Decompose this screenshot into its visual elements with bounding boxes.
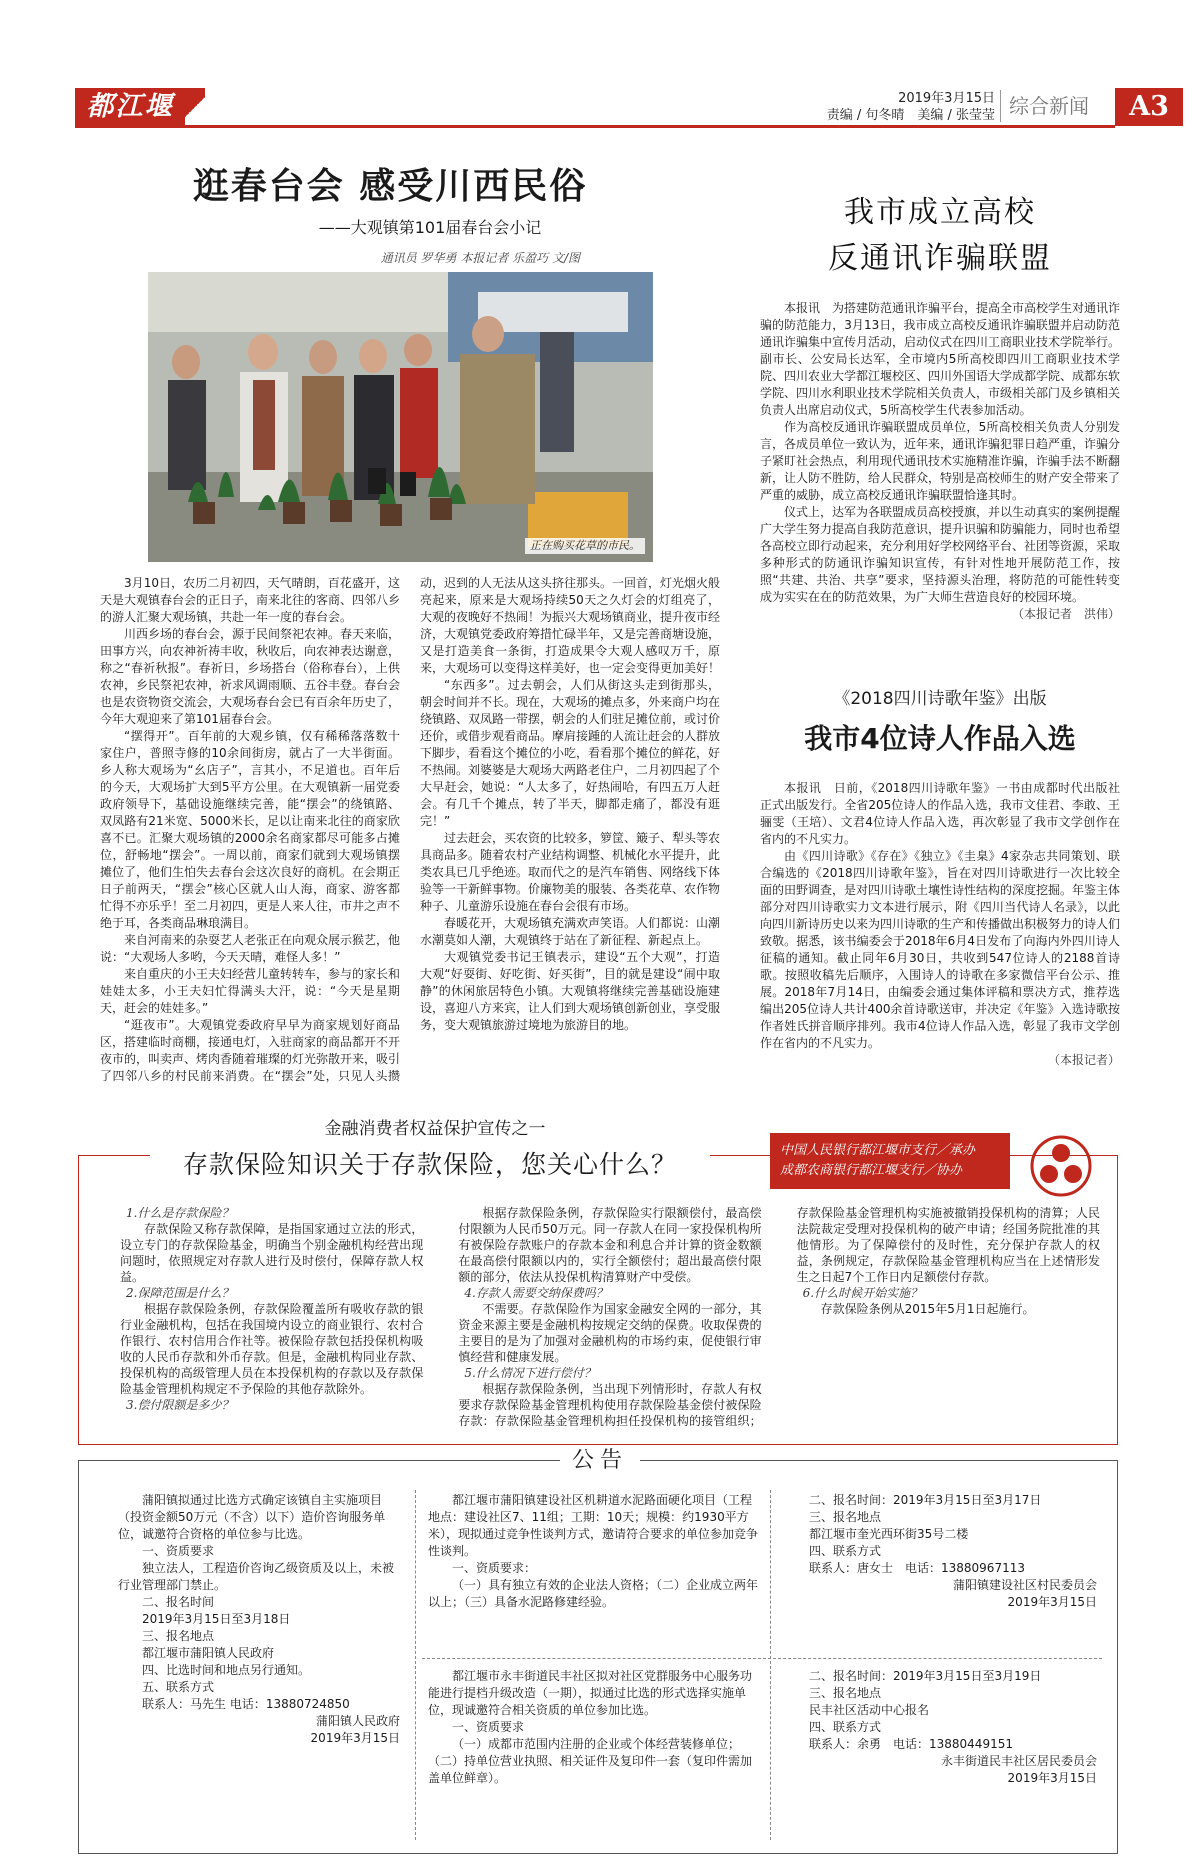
faq-question: 3.偿付限额是多少？ — [126, 1398, 234, 1412]
article-paragraph: 大观镇党委书记王镇表示，建设“五个大观”，打造大观“好耍街、好吃街、好买街”，目的就是建设“闹中取静”的休闲旅居特色小镇。大观镇将继续完善基础设施建设，喜迎八方来宾，让人们到大观场镇创新创业，享受服务，变大观镇旅游过境地为旅游目的地。 — [420, 950, 721, 1032]
article-paragraph: 作为高校反通讯诈骗联盟成员单位，5所高校相关负责人分别发言，各成员单位一致认为，近年来，通讯诈骗犯罪日趋严重，诈骗分子紧盯社会热点，利用现代通讯技术实施精准诈骗，诈骗手法不断翻新，让人防不胜防，给人民群众，特别是高校师生的财产安全带来了严重的威胁，成立高校反通讯诈骗联盟恰逢其时。 — [760, 420, 1121, 502]
poetry-kicker: 《2018四川诗歌年鉴》出版 — [833, 689, 1047, 709]
notice-divider — [415, 1490, 416, 1840]
market-photo — [148, 272, 653, 562]
poetry-body — [760, 780, 1120, 1069]
article-paragraph: 由《四川诗歌》《存在》《独立》《圭臬》4家杂志共同策划、联合编选的《2018四川诗歌年鉴》，旨在对四川诗歌进行一次比较全面的田野调查，是对四川诗歌土壤性诗性结构的深度挖掘。年鉴主体部分对四川诗歌实力文本进行展示，附《四川当代诗人名录》，以此向四川新诗历史以来为四川诗歌的生产和传播做出积极努力的诗人们致敬。据悉，该书编委会于2018年6月4日发布了向海内外四川诗人征稿的通知。截止同年6月30日，共收到547位诗人的2188首诗歌。按照收稿先后顺序，入围诗人的诗歌在多家微信平台公示、推展。2018年7月14日，由编委会通过集体评稿和票决方式，推荐选编出205位诗人共计400余首诗歌送审，并决定《年鉴》入选诗歌按作者姓氏拼音顺序排列。我市4位诗人作品入选，彰显了我市文学创作在省内的不凡实力。 — [760, 849, 1121, 1050]
logo-ornament — [185, 88, 205, 126]
article-title: 逛春台会 感受川西民俗 — [192, 165, 588, 207]
faq-question: 1.什么是存款保险？ — [126, 1206, 234, 1220]
faq-answer: 存款保险又称存款保障，是指国家通过立法的形式，设立专门的存款保险基金，明确当个别金融机构经营出现问题时，依照规定对存款人进行及时偿付，保障存款人权益。 — [120, 1222, 424, 1284]
deposit-kicker: 金融消费者权益保护宣传之一 — [324, 1119, 546, 1139]
notice-line: 二、报名时间 — [142, 1595, 215, 1609]
notice-signature: 蒲阳镇人民政府 — [315, 1714, 400, 1728]
deposit-body — [120, 1205, 1100, 1430]
notice-line: 独立法人，工程造价咨询乙级资质及以上，未被行业管理部门禁止。 — [118, 1561, 395, 1592]
title-line: 我市成立高校 — [844, 195, 1036, 230]
article-paragraph: 本报讯 日前，《2018四川诗歌年鉴》一书由成都时代出版社正式出版发行。全省205位诗人的作品入选，我市文佳君、李敢、王骊雯（王培）、文君4位诗人作品入选，再次彰显了我市文学创作在省内的不凡实力。 — [760, 781, 1120, 846]
page-number: A3 — [1115, 88, 1183, 126]
notice-line: 三、报名地点 — [809, 1686, 882, 1700]
notice-line: 蒲阳镇拟通过比选方式确定该镇自主实施项目（投资金额50万元（不含）以下）造价咨询服务单位，诚邀符合资格的单位参与比选。 — [118, 1493, 386, 1541]
article-subtitle: ——大观镇第101届春台会小记 — [318, 218, 542, 237]
notice-line: 二、报名时间：2019年3月15日至3月17日 — [809, 1493, 1042, 1507]
notice-line: 三、报名地点 — [809, 1510, 882, 1524]
masthead-meta — [725, 90, 995, 124]
reporter-credit: （本报记者 洪伟） — [1011, 607, 1120, 621]
article-paragraph: 本报讯 为搭建防范通讯诈骗平台，提高全市高校学生对通讯诈骗的防范能力，3月13日，我市成立高校反通讯诈骗联盟并启动防范通讯诈骗集中宣传月活动，启动仪式在四川工商职业技术学院举行。副市长、公安局长达军，全市境内5所高校即四川工商职业技术学院、四川农业大学都江堰校区、四川外国语大学成都学院、成都东软学院、四川水利职业技术学院相关负责人，市级相关部门及乡镇相关负责人出席启动仪式，5所高校学生代表参加活动。 — [760, 301, 1121, 417]
notice-minfeng-renovation — [428, 1668, 758, 1787]
notice-signature: 蒲阳镇建设社区村民委员会 — [952, 1578, 1097, 1592]
faq-answer: 存款保险条例从2015年5月1日起施行。 — [820, 1302, 1035, 1316]
section-name: 综合新闻 — [1000, 90, 1105, 122]
notice-line: 三、报名地点 — [142, 1629, 215, 1643]
notice-line: 一、资质要求 — [452, 1720, 525, 1734]
deposit-title: 存款保险知识关于存款保险，您关心什么？ — [150, 1148, 710, 1182]
notice-jianshe-contact — [785, 1492, 1097, 1611]
notice-line: 四、比选时间和地点另行通知。 — [142, 1663, 311, 1677]
notice-date: 2019年3月15日 — [1007, 1595, 1097, 1609]
notice-date: 2019年3月15日 — [310, 1731, 400, 1745]
notice-line: 都江堰市永丰街道民丰社区拟对社区党群服务中心服务功能进行提档升级改造（一期），拟通过比选的形式选择实施单位，现诚邀符合相关资质的单位参加比选。 — [428, 1669, 753, 1717]
notice-line: 二、报名时间：2019年3月15日至3月19日 — [809, 1669, 1042, 1683]
issue-date: 2019年3月15日 — [898, 91, 995, 106]
issuer-line: 成都农商银行都江堰支行／协办 — [780, 1163, 963, 1178]
article-paragraph: 春暖花开，大观场镇充满欢声笑语。人们都说：山潮水潮莫如人潮，大观镇终于站在了新征程、新起点上。 — [420, 916, 721, 947]
paper-logo: 都江堰报 — [75, 88, 185, 126]
deposit-issuer — [770, 1133, 1010, 1189]
notice-signature: 永丰街道民丰社区居民委员会 — [940, 1754, 1097, 1768]
editors-credit: 责编 / 句冬晴 美编 / 张莹莹 — [826, 108, 995, 123]
notice-line: 都江堰市蒲阳镇人民政府 — [142, 1646, 275, 1660]
notice-line: 联系人：唐女士 电话：13880967113 — [809, 1561, 1025, 1575]
notice-line: 四、联系方式 — [809, 1544, 882, 1558]
faq-question: 4.存款人需要交纳保费吗？ — [464, 1286, 608, 1300]
notice-divider — [770, 1490, 771, 1840]
reporter-credit: （本报记者） — [1047, 1053, 1120, 1067]
notice-puyang-town — [118, 1492, 400, 1747]
article-body — [100, 575, 720, 1095]
article-paragraph: 川西乡场的春台会，源于民间祭祀农神。春天来临，田事方兴，向农神祈祷丰收，秋收后，向农神表达谢意，称之“春祈秋报”。春祈日，乡场搭台（俗称春台），上供农神，乡民祭祀农神，祈求风调雨顺、五谷丰登。春台会也是农资物资交流会，大观场春台会已有百余年历史了，今年大观迎来了第101届春台会。 — [100, 627, 401, 726]
faq-answer: 根据存款保险条例，存款保险覆盖所有吸收存款的银行业金融机构，包括在我国境内设立的商业银行、农村合作银行、农村信用合作社等。被保险存款包括投保机构吸收的人民币存款和外币存款。但是，金融机构同业存款、投保机构的高级管理人员在本投保机构的存款以及存款保险基金管理机构规定不予保险的其他存款除外。 — [120, 1302, 424, 1396]
notice-line: 民丰社区活动中心报名 — [809, 1703, 930, 1717]
notice-heading: 公告 — [560, 1447, 640, 1475]
article-paragraph: 3月10日，农历二月初四，天气晴朗，百花盛开，这天是大观镇春台会的正日子，南来北往的客商、四邻八乡的游人汇聚大观场镇，共赴一年一度的春台会。 — [100, 576, 401, 624]
notice-line: 一、资质要求 — [142, 1544, 215, 1558]
article-paragraph: 来自重庆的小王夫妇经营儿童转转车，参与的家长和娃娃太多，小王夫妇忙得满头大汗，说：“今天是星期天，赶会的娃娃多。” — [100, 967, 401, 1015]
faq-answer: 根据存款保险条例，当出现下列情形时，存款人有权要求存款保险基金管理机构使用存款保险基金偿付被保险存款：存款保险基金管理机构担任投保机构的接管组织；存款保险基金管理机构实施被撤销投保机构的清算；人民法院裁定受理对投保机构的破产申请；经国务院批准的其他情形。为了保障偿付的及时性，充分保护存款人的权益，条例规定，存款保险基金管理机构应当在上述情形发生之日起7个工作日内足额偿付存款。 — [458, 1206, 1100, 1428]
faq-answer: 根据存款保险条例，存款保险实行限额偿付，最高偿付限额为人民币50万元。同一存款人在同一家投保机构所有被保险存款账户的存款本金和利息合并计算的资金数额在最高偿付限额以内的，实行全额偿付；超出最高偿付限额的部分，依法从投保机构清算财产中受偿。 — [458, 1206, 762, 1284]
faq-answer: 不需要。存款保险作为国家金融安全网的一部分，其资金来源主要是金融机构按规定交纳的保费。收取保费的主要目的是为了加强对金融机构的市场约束，促使银行审慎经营和健康发展。 — [458, 1302, 762, 1364]
notice-line: 一、资质要求： — [452, 1561, 537, 1575]
market-photo-illustration — [148, 272, 653, 562]
notice-minfeng-contact — [785, 1668, 1097, 1787]
notice-jianshe-road — [428, 1492, 758, 1611]
article-paragraph: 仪式上，达军为各联盟成员高校授旗，并以生动真实的案例提醒广大学生努力提高自我防范意识，提升识骗和防骗能力，同时也希望各高校立即行动起来，充分利用好学校网络平台、社团等资源，采取多种形式的防通讯诈骗知识宣传，有针对性地开展防范工作，按照“共建、共治、共享”要求，坚持源头治理，将防范的可能性转变成为实实在在的防范效果，为广大师生营造良好的校园环境。 — [760, 505, 1121, 604]
bank-logo-icon — [1030, 1135, 1092, 1197]
article-paragraph: “逛夜市”。大观镇党委政府早早为商家规划好商品区，搭建临时商棚，接通电灯，入驻商家的商品都开不开夜市的，叫卖声、烤肉香随着璀璨的灯光弥散开来，吸引了四邻八乡的村民前来消费。在“摆会”处，只见人头攒动，迟到的人无法从这头挤往那头。一回首，灯光烟火般亮起来，原来是大观场持续50天之久灯会的灯组亮了，大观的夜晚好不热闹！为振兴大观场镇商业，提升夜市经济，大观镇党委政府筹措忙碌半年，又是完善商塘设施，又是打造美食一条街，打造成果令大观人感叹万千，原来，大观场可以变得这样美好，也一定会变得更加美好！ — [100, 576, 721, 1083]
notice-line: 都江堰市蒲阳镇建设社区机耕道水泥路面硬化项目（工程地点：建设社区7、11组；工期：10天；规模：约1930平方米），现拟通过竞争性谈判方式，邀请符合要求的单位参加竞争性谈判。 — [428, 1493, 759, 1558]
notice-line: 四、联系方式 — [809, 1720, 882, 1734]
masthead — [75, 88, 1169, 160]
notice-line: 五、联系方式 — [142, 1680, 215, 1694]
notice-line: 2019年3月15日至3月18日 — [142, 1612, 291, 1626]
fraud-alliance-body — [760, 300, 1120, 623]
notice-date: 2019年3月15日 — [1007, 1771, 1097, 1785]
issuer-line: 中国人民银行都江堰市支行／承办 — [780, 1143, 976, 1158]
fraud-alliance-title — [760, 190, 1120, 282]
photo-caption: 正在购买花草的市民。 — [525, 538, 645, 554]
article-paragraph: “东西多”。过去朝会，人们从街这头走到街那头，朝会时间并不长。现在，大观场的摊点多，外来商户均在绕镇路、双凤路一带摆，朝会的人们驻足摊位前，或讨价还价，或借步观看商品。摩肩接踵的人流让赶会的人群放下脚步，看看这个摊位的小吃，看看那个摊位的鲜花，好不热闹。刘婆婆是大观场大两路老住户，二月初四起了个大早赶会，她说：“人太多了，好热闹哈，有四五万人赶会。有几千个摊点，转了半天，脚都走痛了，都没有逛完！” — [420, 678, 721, 828]
notice-line: 联系人：马先生 电话：13880724850 — [142, 1697, 350, 1711]
faq-question: 5.什么情况下进行偿付？ — [464, 1366, 596, 1380]
article-paragraph: 来自河南来的杂耍艺人老张正在向观众展示猴艺，他说：“大观场人多哟，今天天晴，难怪人多！” — [100, 933, 401, 964]
notice-line: 都江堰市奎光西环街35号二楼 — [809, 1527, 969, 1541]
notice-divider — [422, 1658, 1102, 1659]
notice-line: （一）具有独立有效的企业法人资格；（二）企业成立两年以上；（三）具备水泥路修建经验。 — [428, 1578, 759, 1609]
notice-line: （一）成都市范围内注册的企业或个体经营装修单位；（二）持单位营业执照、相关证件及复印件一套（复印件需加盖单位鲜章）。 — [428, 1737, 753, 1785]
article-byline: 通讯员 罗华勇 本报记者 乐盈巧 文/图 — [380, 251, 580, 265]
faq-question: 6.什么时候开始实施？ — [802, 1286, 923, 1300]
article-paragraph: 过去赶会，买农资的比较多，箩筐、簸子、犁头等农具商品多。随着农村产业结构调整、机械化水平提升，此类农具已几乎绝迹。取而代之的是汽车销售、网络线下体验等一干新鲜事物。价廉物美的服装、各类花草、农作物种子、儿童游乐设施在春台会很有市场。 — [420, 831, 721, 913]
article-paragraph: “摆得开”。百年前的大观乡镇，仅有稀稀落落数十家住户，普照寺修的10余间街房，就占了一大半街面。乡人称大观场为“幺店子”，言其小，不足道也。百年后的今天，大观场扩大到5平方公里。在大观镇新一届党委政府领导下，基础设施继续完善，能“摆会”的绕镇路、双凤路有21米宽、5000米长，足以让南来北往的商家欣喜不已。汇聚大观场镇的2000余名商家都尽可能多占摊位，舒畅地“摆会”。一周以前，商家们就到大观场镇摆摊位了，他们生怕失去春台会这次良好的商机。在会期正日子前两天，“摆会”核心区就人山人海，商家、游客都忙得不亦乐乎！至二月初四，更是人来人往，市井之声不绝于耳，各类商品琳琅满目。 — [100, 729, 401, 930]
title-line: 反通讯诈骗联盟 — [828, 241, 1052, 276]
faq-question: 2.保障范围是什么？ — [126, 1286, 234, 1300]
poetry-title: 我市4位诗人作品入选 — [804, 722, 1076, 755]
notice-line: 联系人：余勇 电话：13880449151 — [809, 1737, 1013, 1751]
